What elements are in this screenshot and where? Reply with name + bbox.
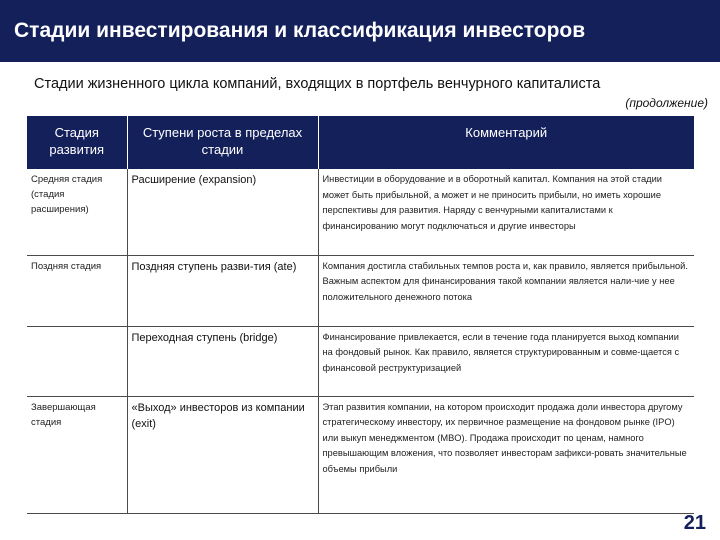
title-bar <box>0 0 720 62</box>
header-comment: Комментарий <box>318 116 694 169</box>
stage-cell <box>27 326 127 396</box>
header-stage: Стадия развития <box>27 116 127 169</box>
comment-cell: Этап развития компании, на котором происходит продажа доли инвестора другому стратегическому инвестору, их первичное размещение на фондовом рынке (IPO) или выкуп менеджментом (MBO). Продажа происходит по ценам, намного превышающим вложения, что позволяет инвесторам зафикси-ровать значительные объемы прибыли <box>318 396 694 513</box>
page-number: 21 <box>683 512 706 534</box>
continued-note: (продолжение) <box>625 96 708 110</box>
header-step: Ступени роста в пределах стадии <box>127 116 318 169</box>
comment-cell: Финансирование привлекается, если в течение года планируется выход компании на фондовый рынок. Как правило, является структурированным и совме-щается с финансовой реструктуризацией <box>318 326 694 396</box>
table-header-row <box>27 116 694 169</box>
stage-cell: Завершающая стадия <box>27 396 127 513</box>
table-caption: Стадии жизненного цикла компаний, входящих в портфель венчурного капиталиста <box>34 76 601 92</box>
step-cell: «Выход» инвесторов из компании (exit) <box>127 396 318 513</box>
stages-table <box>27 116 694 514</box>
step-cell: Расширение (expansion) <box>127 169 318 255</box>
comment-cell: Компания достигла стабильных темпов роста и, как правило, является прибыльной. Важным аспектом для финансирования такой компании является нали-чие у нее положительного денежного потока <box>318 255 694 326</box>
table-row <box>27 326 694 396</box>
table-row <box>27 169 694 255</box>
stage-cell: Поздняя стадия <box>27 255 127 326</box>
step-cell: Поздняя ступень разви-тия (ate) <box>127 255 318 326</box>
step-cell: Переходная ступень (bridge) <box>127 326 318 396</box>
stage-cell: Средняя стадия (стадия расширения) <box>27 169 127 255</box>
table-row <box>27 255 694 326</box>
comment-cell: Инвестиции в оборудование и в оборотный капитал. Компания на этой стадии может быть прибыльной, а может и не приносить прибыли, но иметь хорошие перспективы для развития. Наряду с венчурными капиталистами к финансированию могут подключаться и другие инвесторы <box>318 169 694 255</box>
table-row <box>27 396 694 513</box>
slide-title: Стадии инвестирования и классификация инвесторов <box>14 19 586 42</box>
